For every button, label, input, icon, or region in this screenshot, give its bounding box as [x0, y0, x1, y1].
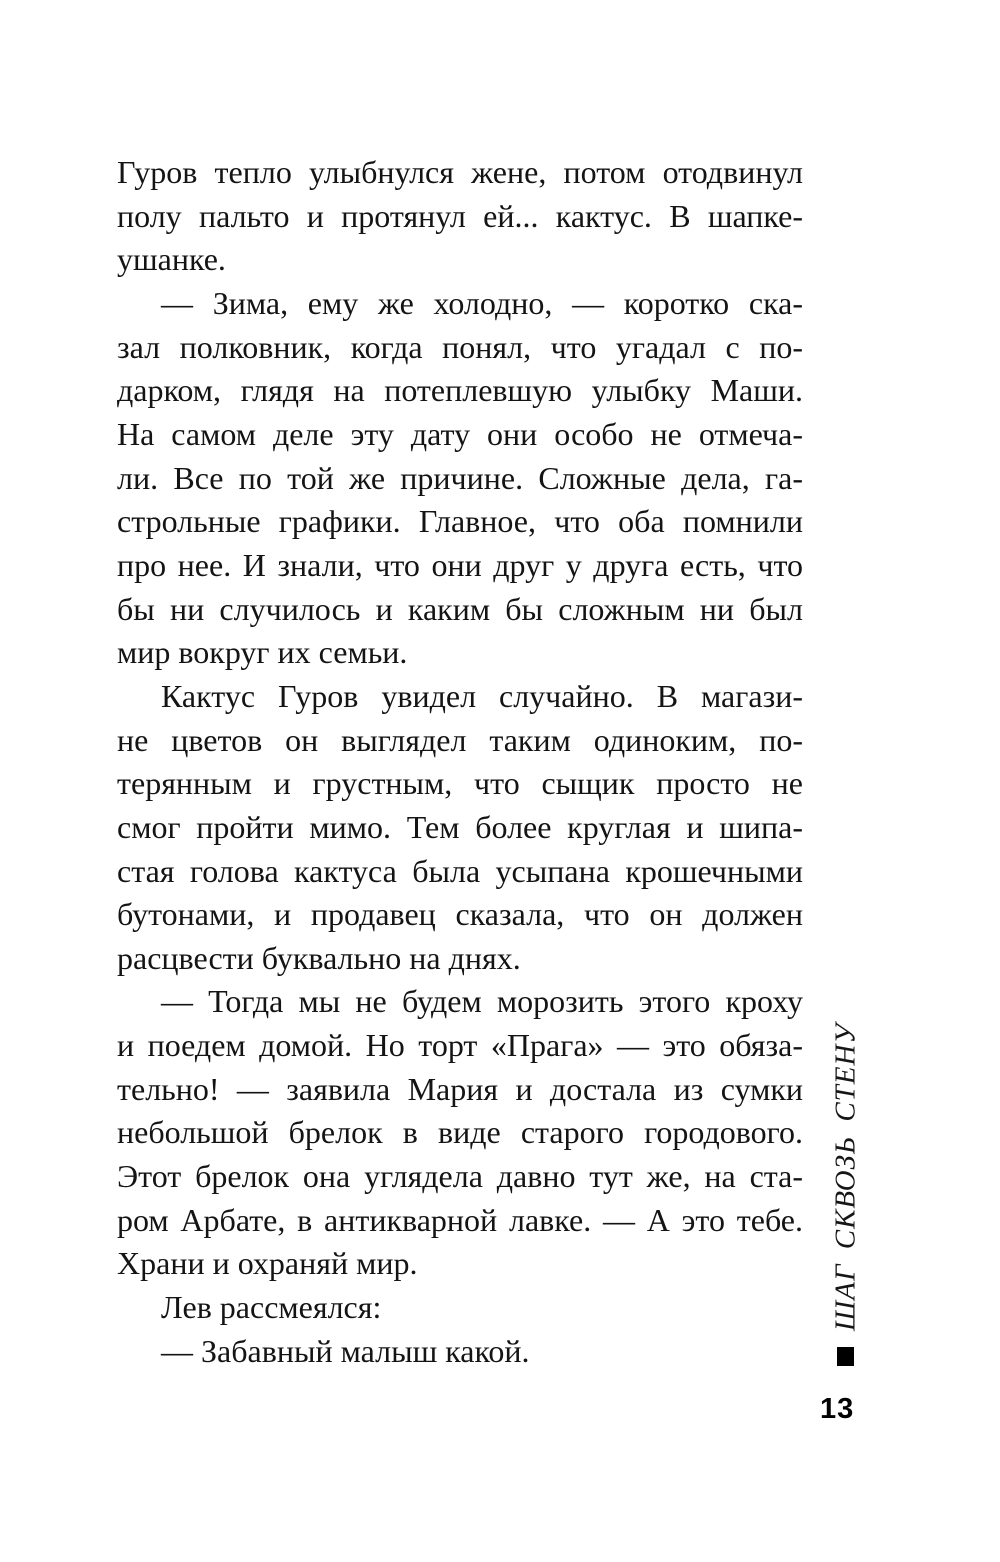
text-line: стая голова кактуса была усыпана крошечными [117, 852, 803, 889]
text-line: небольшой брелок в виде старого городового. [117, 1114, 803, 1151]
page-number: 13 [820, 1393, 855, 1425]
paragraph [117, 1330, 803, 1374]
text-line: ли. Все по той же причине. Сложные дела, га- [117, 459, 803, 496]
text-line: бутонами, и продавец сказала, что он должен [117, 896, 803, 933]
black-square-icon [837, 1347, 854, 1366]
margin-series-title: ШАГ СКВОЗЬ СТЕНУ [829, 1023, 862, 1331]
text-line: мир вокруг их семьи. [117, 634, 408, 671]
paragraph [117, 282, 803, 675]
text-line: — Тогда мы не будем морозить этого кроху [161, 983, 803, 1020]
text-line: полу пальто и протянул ей... кактус. В шапке- [117, 197, 803, 234]
text-line: Храни и охраняй мир. [117, 1245, 418, 1282]
paragraph [117, 980, 803, 1286]
text-line: — Забавный малыш какой. [161, 1332, 530, 1369]
text-line: тельно! — заявила Мария и достала из сумки [117, 1070, 803, 1107]
text-line: смог пройти мимо. Тем более круглая и шипа- [117, 808, 803, 845]
text-line: На самом деле эту дату они особо не отмеча- [117, 415, 803, 452]
page-text [117, 151, 803, 1373]
text-line: ушанке. [117, 241, 226, 278]
text-line: и поедем домой. Но торт «Прага» — это обяза- [117, 1027, 803, 1064]
paragraph [117, 675, 803, 981]
paragraph [117, 1286, 803, 1330]
text-line: бы ни случилось и каким бы сложным ни был [117, 590, 803, 627]
text-line: зал полковник, когда понял, что угадал с по- [117, 328, 803, 365]
text-line: Гуров тепло улыбнулся жене, потом отодвинул [117, 154, 803, 190]
text-line: строльные графики. Главное, что оба помнили [117, 503, 803, 540]
text-line: Лев рассмеялся: [161, 1289, 382, 1326]
text-line: Кактус Гуров увидел случайно. В магази- [161, 677, 803, 714]
text-line: расцвести буквально на днях. [117, 939, 521, 976]
text-line: не цветов он выглядел таким одиноким, по- [117, 721, 803, 758]
text-line: дарком, глядя на потеплевшую улыбку Маши. [117, 372, 803, 409]
text-line: ром Арбате, в антикварной лавке. — А это тебе. [117, 1201, 803, 1238]
text-line: про нее. И знали, что они друг у друга есть, что [117, 546, 803, 583]
text-line: Этот брелок она углядела давно тут же, на ста- [117, 1158, 803, 1195]
paragraph [117, 151, 803, 282]
text-line: — Зима, ему же холодно, — коротко ска- [161, 284, 803, 321]
text-line: терянным и грустным, что сыщик просто не [117, 765, 803, 802]
